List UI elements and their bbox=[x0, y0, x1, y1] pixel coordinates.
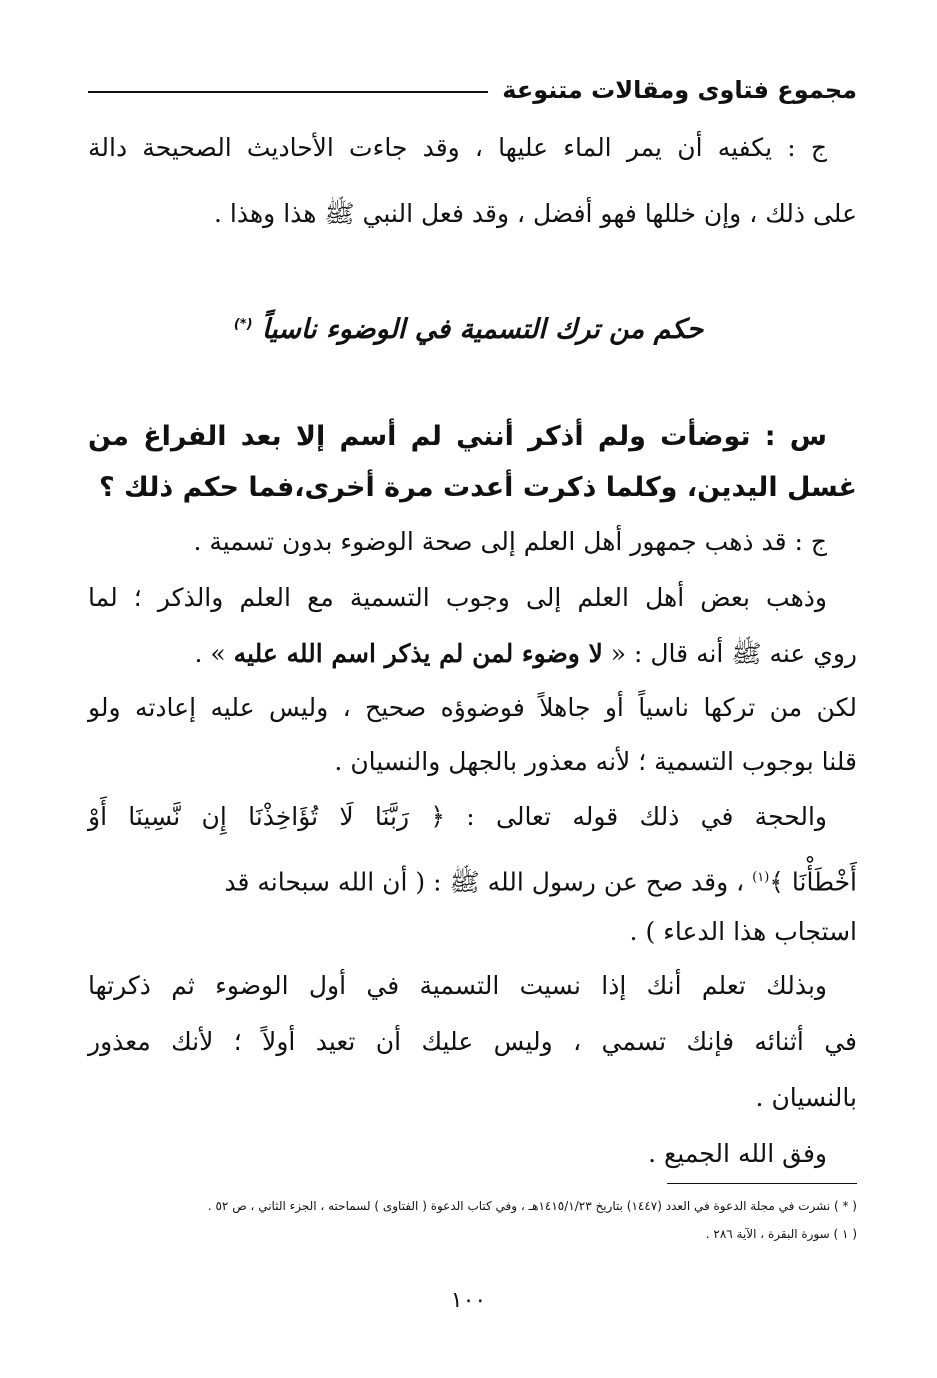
quran-verse: أَخْطَأْنَا ﴾ bbox=[769, 867, 857, 897]
answer-line: ج : يكفيه أن يمر الماء عليها ، وقد جاءت الأحاديث الصحيحة دالة bbox=[88, 133, 827, 162]
answer-line: في أثنائه فإنك تسمي ، وليس عليك أن تعيد أولاً ؛ لأنك معذور bbox=[88, 1027, 857, 1056]
footnote: ( * ) نشرت في مجلة الدعوة في العدد (١٤٤٧) بتاريخ ١٤١٥/١/٢٣هـ ، وفي كتاب الدعوة ( الفتاوى ) لسماحته ، الجزء الثاني ، ص ٥٢ . bbox=[207, 1199, 857, 1213]
answer-line: استجاب هذا الدعاء ) . bbox=[629, 917, 857, 946]
footnote-marker: (*) bbox=[233, 317, 253, 332]
answer-text: ، وقد صح عن رسول الله ﷺ : ( أن الله سبحانه قد bbox=[224, 867, 753, 897]
answer-line: والحجة في ذلك قوله تعالى : ﴿ رَبَّنَا لَا تُؤَاخِذْنَا إِن نَّسِينَا أَوْ bbox=[88, 802, 827, 831]
footnote-marker: (١) bbox=[752, 870, 770, 885]
footnote-rule bbox=[667, 1183, 857, 1184]
header-rule bbox=[88, 91, 488, 93]
closing-line: وفق الله الجميع . bbox=[648, 1139, 827, 1168]
answer-line: قلنا بوجوب التسمية ؛ لأنه معذور بالجهل والنسيان . bbox=[334, 747, 857, 776]
answer-line: وبذلك تعلم أنك إذا نسيت التسمية في أول الوضوء ثم ذكرتها bbox=[88, 971, 827, 1000]
hadith-intro: روي عنه ﷺ أنه قال : « bbox=[602, 639, 857, 668]
answer-line bbox=[88, 858, 857, 902]
question-line: غسل اليدين، وكلما ذكرت أعدت مرة أخرى،فما حكم ذلك ؟ bbox=[99, 472, 857, 503]
page-number: ١٠٠ bbox=[450, 1288, 487, 1313]
answer-line: بالنسيان . bbox=[755, 1083, 857, 1112]
footnote: ( ١ ) سورة البقرة ، الآية ٢٨٦ . bbox=[705, 1227, 857, 1241]
hadith-close: » . bbox=[194, 639, 234, 668]
section-title-text: حكم من ترك التسمية في الوضوء ناسياً bbox=[261, 314, 704, 345]
answer-line: وذهب بعض أهل العلم إلى وجوب التسمية مع العلم والذكر ؛ لما bbox=[88, 583, 827, 612]
section-title bbox=[0, 303, 937, 352]
hadith-text: لا وضوء لمن لم يذكر اسم الله عليه bbox=[233, 639, 603, 668]
running-header bbox=[88, 70, 857, 110]
answer-line: لكن من تركها ناسياً أو جاهلاً فوضوؤه صحيح ، وليس عليه إعادته ولو bbox=[88, 693, 857, 722]
answer-line: ج : قد ذهب جمهور أهل العلم إلى صحة الوضوء بدون تسمية . bbox=[193, 527, 827, 556]
answer-line: على ذلك ، وإن خللها فهو أفضل ، وقد فعل النبي ﷺ هذا وهذا . bbox=[214, 199, 857, 228]
question-line: س : توضأت ولم أذكر أنني لم أسم إلا بعد الفراغ من bbox=[88, 421, 827, 452]
answer-line bbox=[88, 634, 857, 674]
header-title: مجموع فتاوى ومقالات متنوعة bbox=[502, 76, 857, 104]
